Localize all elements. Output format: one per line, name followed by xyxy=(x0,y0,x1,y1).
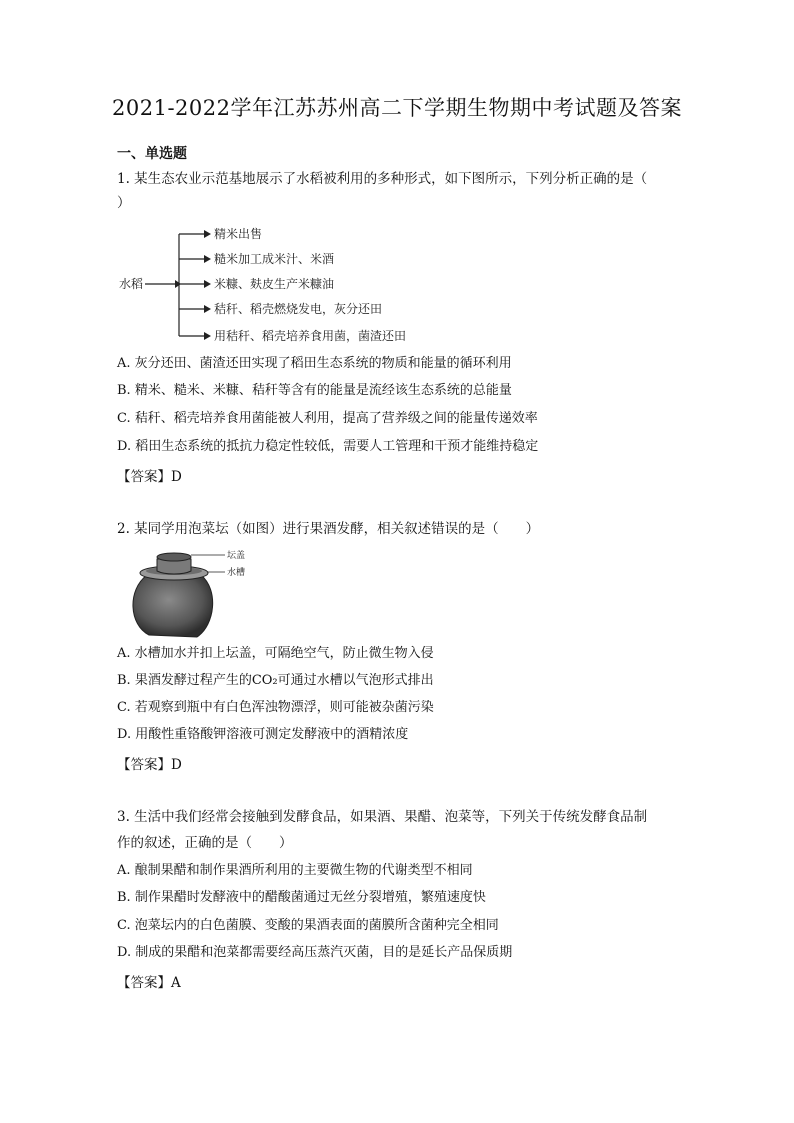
diagram-branch-4 xyxy=(179,301,382,316)
pickle-jar-image xyxy=(127,545,267,640)
jar-lid-label: 坛盖 xyxy=(227,551,246,561)
question-2-option-b: B. 果酒发酵过程产生的CO₂可通过水槽以气泡形式排出 xyxy=(117,673,434,688)
page-title: 2021-2022学年江苏苏州高二下学期生物期中考试题及答案 xyxy=(112,96,682,120)
question-2-option-d: D. 用酸性重铬酸钾溶液可测定发酵液中的酒精浓度 xyxy=(117,727,409,742)
diagram-target: 精米出售 xyxy=(214,227,263,241)
question-2-option-c: C. 若观察到瓶中有白色浑浊物漂浮，则可能被杂菌污染 xyxy=(117,700,434,715)
question-1-option-c: C. 秸秆、稻壳培养食用菌能被人利用，提高了营养级之间的能量传递效率 xyxy=(117,411,538,426)
diagram-target: 糙米加工成米汁、米酒 xyxy=(214,252,335,266)
diagram-branch-3 xyxy=(179,276,334,291)
diagram-branch-1 xyxy=(179,226,262,241)
question-3-option-a: A. 酿制果醋和制作果酒所利用的主要微生物的代谢类型不相同 xyxy=(117,863,473,878)
question-1-answer: 【答案】D xyxy=(117,469,182,485)
diagram-source: 水稻 xyxy=(119,277,144,291)
rice-usage-diagram xyxy=(117,220,437,348)
question-3-answer: 【答案】A xyxy=(117,975,181,991)
question-3-option-c: C. 泡菜坛内的白色菌膜、变酸的果酒表面的菌膜所含菌种完全相同 xyxy=(117,918,499,933)
question-1-stem-cont: ） xyxy=(117,195,131,211)
question-3-option-d: D. 制成的果醋和泡菜都需要经高压蒸汽灭菌，目的是延长产品保质期 xyxy=(117,945,513,960)
question-1-stem: 1. 某生态农业示范基地展示了水稻被利用的多种形式，如下图所示，下列分析正确的是（ xyxy=(117,171,648,187)
question-1-option-a: A. 灰分还田、菌渣还田实现了稻田生态系统的物质和能量的循环利用 xyxy=(117,356,512,371)
question-2-option-a: A. 水槽加水并扣上坛盖，可隔绝空气，防止微生物入侵 xyxy=(117,646,434,661)
question-3-stem-cont: 作的叙述，正确的是（ ） xyxy=(117,835,293,851)
question-2-answer: 【答案】D xyxy=(117,757,182,773)
question-1-option-d: D. 稻田生态系统的抵抗力稳定性较低，需要人工管理和干预才能维持稳定 xyxy=(117,439,539,454)
diagram-target: 用秸秆、稻壳培养食用菌，菌渣还田 xyxy=(214,329,407,343)
question-1-option-b: B. 精米、糙米、米糠、秸秆等含有的能量是流经该生态系统的总能量 xyxy=(117,383,512,398)
question-2-stem: 2. 某同学用泡菜坛（如图）进行果酒发酵，相关叙述错误的是（ ） xyxy=(117,521,540,537)
question-3-option-b: B. 制作果醋时发酵液中的醋酸菌通过无丝分裂增殖，繁殖速度快 xyxy=(117,890,486,905)
water-trough-label: 水槽 xyxy=(227,568,246,578)
diagram-branch-2 xyxy=(179,251,334,266)
question-3-stem: 3. 生活中我们经常会接触到发酵食品，如果酒、果醋、泡菜等，下列关于传统发酵食品制 xyxy=(117,809,648,825)
diagram-branch-5 xyxy=(179,328,406,343)
diagram-target: 米糠、麸皮生产米糠油 xyxy=(214,277,335,291)
section-heading: 一、单选题 xyxy=(117,146,187,162)
diagram-target: 秸秆、稻壳燃烧发电，灰分还田 xyxy=(214,302,383,316)
